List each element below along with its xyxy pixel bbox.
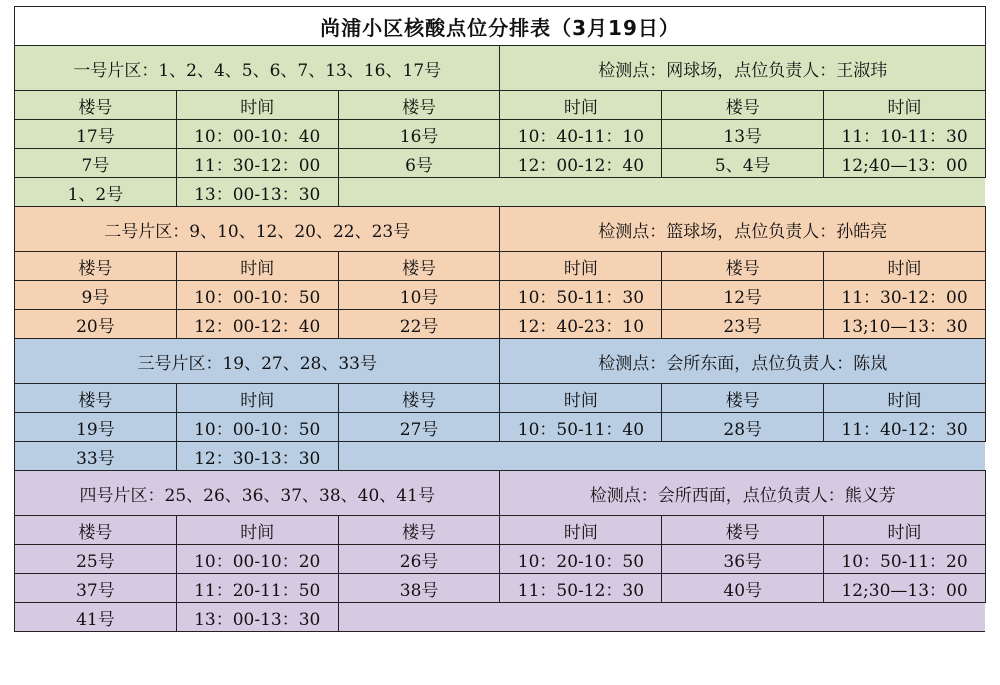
building-cell: 23号	[662, 310, 824, 339]
zone-header-row	[15, 339, 986, 384]
column-header-row	[15, 516, 986, 545]
building-cell: 33号	[15, 442, 177, 471]
zone-name: 四号片区：25、26、36、37、38、40、41号	[15, 471, 500, 516]
schedule-table	[14, 6, 986, 632]
building-cell: 37号	[15, 574, 177, 603]
building-cell: 7号	[15, 149, 177, 178]
header-time: 时间	[824, 516, 986, 545]
header-building: 楼号	[338, 516, 500, 545]
zone-site: 检测点：会所西面，点位负责人：熊义芳	[500, 471, 985, 516]
time-cell: 10：00-10：20	[176, 545, 338, 574]
building-cell: 16号	[338, 120, 500, 149]
building-cell: 38号	[338, 574, 500, 603]
building-cell: 22号	[338, 310, 500, 339]
building-cell: 9号	[15, 281, 177, 310]
header-building: 楼号	[15, 516, 177, 545]
header-time: 时间	[824, 252, 986, 281]
table-row	[15, 545, 986, 574]
zone-site: 检测点：网球场，点位负责人：王淑玮	[500, 46, 985, 91]
zone-site: 检测点：会所东面，点位负责人：陈岚	[500, 339, 985, 384]
time-cell: 13;10—13：30	[824, 310, 986, 339]
zone-name: 一号片区：1、2、4、5、6、7、13、16、17号	[15, 46, 500, 91]
time-cell: 13：00-13：30	[176, 603, 338, 632]
header-building: 楼号	[662, 252, 824, 281]
header-building: 楼号	[15, 91, 177, 120]
time-cell: 10：40-11：10	[500, 120, 662, 149]
time-cell: 11：20-11：50	[176, 574, 338, 603]
zone-name: 三号片区：19、27、28、33号	[15, 339, 500, 384]
time-cell: 11：40-12：30	[824, 413, 986, 442]
header-building: 楼号	[338, 252, 500, 281]
zone-header-row	[15, 46, 986, 91]
building-cell: 6号	[338, 149, 500, 178]
building-cell: 13号	[662, 120, 824, 149]
time-cell: 10：20-10：50	[500, 545, 662, 574]
zone-header-row	[15, 471, 986, 516]
header-time: 时间	[824, 91, 986, 120]
header-time: 时间	[500, 516, 662, 545]
time-cell: 10：50-11：40	[500, 413, 662, 442]
time-cell: 12：00-12：40	[500, 149, 662, 178]
building-cell: 41号	[15, 603, 177, 632]
header-building: 楼号	[15, 252, 177, 281]
building-cell: 40号	[662, 574, 824, 603]
table-row	[15, 413, 986, 442]
time-cell: 12：00-12：40	[176, 310, 338, 339]
building-cell: 1、2号	[15, 178, 177, 207]
time-cell: 12：30-13：30	[176, 442, 338, 471]
zone-name: 二号片区：9、10、12、20、22、23号	[15, 207, 500, 252]
building-cell: 20号	[15, 310, 177, 339]
table-row	[15, 149, 986, 178]
column-header-row	[15, 252, 986, 281]
table-row	[15, 603, 986, 632]
building-cell: 28号	[662, 413, 824, 442]
empty-cell	[338, 178, 985, 207]
time-cell: 10：50-11：20	[824, 545, 986, 574]
time-cell: 12;30—13：00	[824, 574, 986, 603]
time-cell: 10：00-10：50	[176, 413, 338, 442]
header-building: 楼号	[662, 516, 824, 545]
time-cell: 10：50-11：30	[500, 281, 662, 310]
table-row	[15, 574, 986, 603]
building-cell: 26号	[338, 545, 500, 574]
header-time: 时间	[176, 91, 338, 120]
header-time: 时间	[500, 91, 662, 120]
time-cell: 10：00-10：40	[176, 120, 338, 149]
header-time: 时间	[824, 384, 986, 413]
time-cell: 11：50-12：30	[500, 574, 662, 603]
header-time: 时间	[500, 252, 662, 281]
column-header-row	[15, 384, 986, 413]
building-cell: 17号	[15, 120, 177, 149]
zone-header-row	[15, 207, 986, 252]
empty-cell	[338, 603, 985, 632]
time-cell: 11：10-11：30	[824, 120, 986, 149]
time-cell: 12：40-23：10	[500, 310, 662, 339]
table-row	[15, 120, 986, 149]
table-row	[15, 442, 986, 471]
building-cell: 25号	[15, 545, 177, 574]
zone-site: 检测点：篮球场，点位负责人：孙皓亮	[500, 207, 985, 252]
header-building: 楼号	[662, 384, 824, 413]
column-header-row	[15, 91, 986, 120]
building-cell: 36号	[662, 545, 824, 574]
table-row	[15, 178, 986, 207]
building-cell: 5、4号	[662, 149, 824, 178]
table-row	[15, 310, 986, 339]
table-row	[15, 281, 986, 310]
time-cell: 12;40—13：00	[824, 149, 986, 178]
header-building: 楼号	[15, 384, 177, 413]
header-building: 楼号	[338, 384, 500, 413]
time-cell: 11：30-12：00	[176, 149, 338, 178]
table-title: 尚浦小区核酸点位分排表（3月19日）	[15, 7, 986, 46]
building-cell: 19号	[15, 413, 177, 442]
header-time: 时间	[176, 516, 338, 545]
header-time: 时间	[176, 252, 338, 281]
building-cell: 12号	[662, 281, 824, 310]
time-cell: 13：00-13：30	[176, 178, 338, 207]
schedule-sheet	[14, 6, 985, 632]
header-building: 楼号	[662, 91, 824, 120]
time-cell: 10：00-10：50	[176, 281, 338, 310]
header-building: 楼号	[338, 91, 500, 120]
header-time: 时间	[176, 384, 338, 413]
header-time: 时间	[500, 384, 662, 413]
building-cell: 10号	[338, 281, 500, 310]
empty-cell	[338, 442, 985, 471]
building-cell: 27号	[338, 413, 500, 442]
time-cell: 11：30-12：00	[824, 281, 986, 310]
